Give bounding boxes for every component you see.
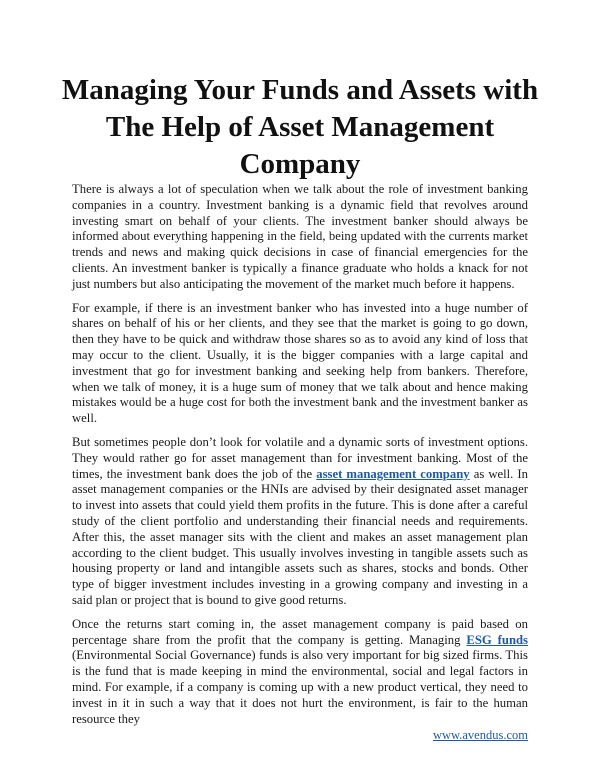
paragraph-3-text-end: as well. In asset management companies or the HNIs are advised by their designated asset manager to invest into assets that could yield them profits in the future. This is done after a careful study of the client portfolio and understanding their financial needs and requirements. After this, the asset manager sits with the client and makes an asset management plan according to the client budget. This usually involves investing in tangible assets such as housing property or land and intangible assets such as shares, stocks and bonds. Other type of bigger investment includes investing in a growing company and investing in a said plan or project that is bound to give good returns. [72,466,528,607]
page-title: Managing Your Funds and Assets with The Help of Asset Management Company [61,74,539,180]
paragraph-1: There is always a lot of speculation when we talk about the role of investment banking companies in a country. Investment banking is a dynamic field that revolves around investing smart on behalf of your clients. The investment banker should always be informed about everything happening in the field, being updated with the currents market trends and news and making quick decisions in case of financial emergencies for the clients. An investment banker is typically a finance graduate who holds a knack for not just numbers but also anticipating the movement of the market much before it happens. [72,182,528,291]
paragraph-2: For example, if there is an investment banker who has invested into a huge number of shares on behalf of his or her clients, and they see that the market is going to go down, then they have to be quick and withdraw those shares so as to avoid any kind of loss that may occur to the client. Usually, it is the bigger companies with a large capital and investment that go for investment banking and seeking help from bankers. Therefore, when we talk of money, it is a huge sum of money that we talk about and hence making mistakes would be a huge cost for both the investment bank and the investment banker as well. [72,300,528,426]
paragraph-3-text-start: But sometimes people don’t look for volatile and a dynamic sorts of investment options. They would rather go for asset management than for investment banking. Most of the times, the investment bank does the job of the [72,434,528,481]
asset-management-company-link[interactable]: asset management company [316,466,470,481]
article-body [72,182,528,735]
paragraph-4-text-end: (Environmental Social Governance) funds is also very important for big sized firms. This is the fund that is made keeping in mind the environmental, social and legal factors in mind. For example, if a company is coming up with a new product vertical, they need to invest in it in such a way that it does not hurt the environment, is fair to the human resource they [72,648,528,726]
paragraph-3 [72,435,528,609]
paragraph-4 [72,617,528,728]
paragraph-4-text-start: Once the returns start coming in, the asset management company is paid based on percentage share from the profit that the company is getting. Managing [72,616,528,647]
esg-funds-link[interactable]: ESG funds [466,632,528,647]
footer-website-link[interactable]: www.avendus.com [432,728,528,742]
